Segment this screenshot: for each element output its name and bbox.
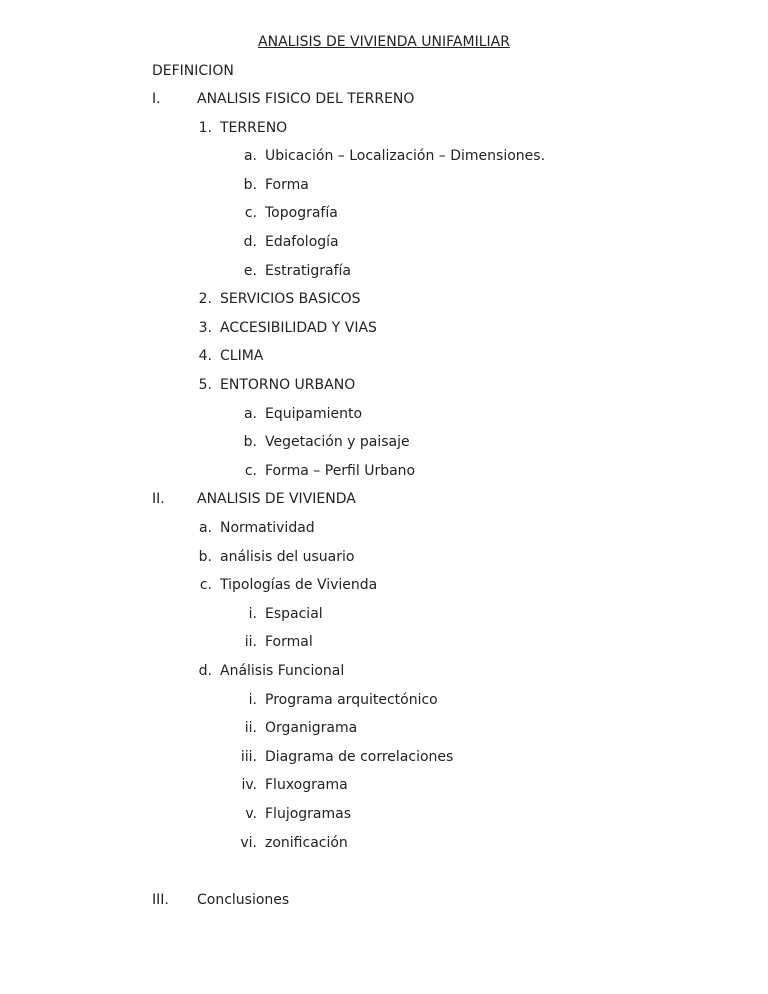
outline-subitem-marker: c. xyxy=(244,462,257,479)
outline-subitem-label: zonificación xyxy=(265,834,348,851)
outline-item-marker: d. xyxy=(198,663,212,679)
definicion-heading: DEFINICION xyxy=(152,63,234,79)
outline-subitem-marker: vi. xyxy=(240,834,257,851)
outline-subitem-label: Programa arquitectónico xyxy=(265,691,438,708)
outline-subitem-label: Espacial xyxy=(265,605,323,622)
outline-item-marker: 1. xyxy=(198,119,212,136)
section-heading-label: ANALISIS DE VIVIENDA xyxy=(197,491,356,508)
outline-subitem-label: Vegetación y paisaje xyxy=(265,434,410,451)
outline-item-marker: 2. xyxy=(198,291,212,308)
section-heading-marker: III. xyxy=(152,891,169,908)
outline-item-label: ACCESIBILIDAD Y VIAS xyxy=(220,319,377,336)
outline-subitem-marker: b. xyxy=(243,176,257,193)
outline-item-marker: 3. xyxy=(198,319,212,336)
outline-item-label: Análisis Funcional xyxy=(220,663,345,679)
outline-subitem-label: Diagrama de correlaciones xyxy=(265,748,454,765)
outline-subitem-marker: iii. xyxy=(240,748,257,765)
outline-subitem-marker: a. xyxy=(243,405,257,422)
outline-subitem-marker: ii. xyxy=(244,720,257,737)
outline-item-label: Tipologías de Vivienda xyxy=(220,577,378,594)
outline-subitem-label: Edafología xyxy=(265,234,339,250)
outline-item-marker: 4. xyxy=(198,348,212,365)
outline-item-label: SERVICIOS BASICOS xyxy=(220,291,361,308)
outline-item-label: CLIMA xyxy=(220,348,264,365)
outline-subitem-label: Fluxograma xyxy=(265,777,348,794)
outline-subitem-marker: a. xyxy=(243,148,257,165)
outline-subitem-marker: c. xyxy=(244,205,257,222)
outline-subitem-marker: i. xyxy=(248,605,257,622)
outline-item-marker: b. xyxy=(198,548,212,565)
outline-item-label: ENTORNO URBANO xyxy=(220,377,356,393)
outline-subitem-label: Formal xyxy=(265,634,313,651)
outline-subitem-label: Estratigrafía xyxy=(265,262,351,279)
outline-subitem-label: Ubicación – Localización – Dimensiones. xyxy=(265,148,546,165)
outline-item-label: TERRENO xyxy=(220,119,288,136)
section-heading-label: ANALISIS FISICO DEL TERRENO xyxy=(197,91,415,107)
outline-subitem-label: Forma xyxy=(265,176,309,193)
outline-subitem-label: Organigrama xyxy=(265,720,358,737)
section-heading-label: Conclusiones xyxy=(197,891,290,908)
outline-subitem-marker: v. xyxy=(245,806,257,822)
outline-item-marker: 5. xyxy=(198,377,212,393)
outline-item-label: Normatividad xyxy=(220,520,315,536)
outline-subitem-marker: b. xyxy=(243,434,257,451)
outline-subitem-marker: iv. xyxy=(241,777,257,794)
outline-subitem-marker: i. xyxy=(248,691,257,708)
outline-subitem-marker: e. xyxy=(243,262,257,279)
outline-subitem-label: Flujogramas xyxy=(265,806,352,822)
outline-item-label: análisis del usuario xyxy=(220,548,355,565)
section-heading-marker: I. xyxy=(152,91,161,107)
outline-item-marker: a. xyxy=(198,520,212,536)
document-title: ANALISIS DE VIVIENDA UNIFAMILIAR xyxy=(258,34,510,50)
outline-item-marker: c. xyxy=(199,577,212,594)
outline-subitem-label: Equipamiento xyxy=(265,405,363,422)
outline-subitem-label: Topografía xyxy=(265,205,338,222)
outline-subitem-marker: ii. xyxy=(244,634,257,651)
outline-subitem-marker: d. xyxy=(243,234,257,250)
outline-subitem-label: Forma – Perfil Urbano xyxy=(265,462,416,479)
section-heading-marker: II. xyxy=(152,491,165,508)
